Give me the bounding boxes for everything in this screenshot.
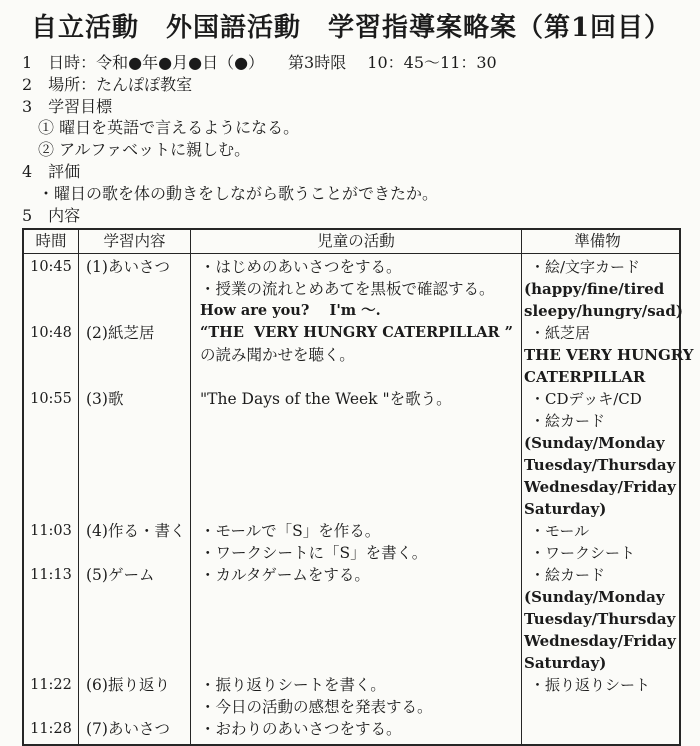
content-cell <box>79 542 190 564</box>
materials-cell: Tuesday/Thursday <box>524 610 676 629</box>
time-cell: 10:45 <box>30 259 72 276</box>
materials-column <box>521 254 694 744</box>
activity-cell <box>191 608 521 630</box>
materials-cell: ・振り返りシート <box>530 676 651 695</box>
time-cell: 10:48 <box>30 325 72 342</box>
meta-line: 4 評価 <box>22 161 81 181</box>
content-cell: (3)歌 <box>86 390 124 409</box>
materials-cell: (happy/fine/tired <box>524 280 665 299</box>
time-cell <box>24 454 78 476</box>
content-cell <box>79 454 190 476</box>
content-cell: (5)ゲーム <box>86 566 155 585</box>
content-cell <box>79 586 190 608</box>
materials-cell: sleepy/hungry/sad) <box>524 302 683 321</box>
materials-cell: ・絵カード <box>530 566 606 585</box>
time-cell <box>24 630 78 652</box>
materials-cell: Wednesday/Friday <box>524 478 676 497</box>
meta-section <box>22 52 680 226</box>
materials-cell: Saturday) <box>524 654 607 673</box>
activity-cell <box>191 366 521 388</box>
content-cell <box>79 432 190 454</box>
activity-cell <box>191 432 521 454</box>
meta-line: ② アルファベットに親しむ。 <box>38 140 251 160</box>
activity-cell <box>191 498 521 520</box>
activity-cell: How are you? I'm ～. <box>200 302 381 320</box>
content-cell <box>79 476 190 498</box>
time-cell <box>24 652 78 674</box>
meta-line: 5 内容 <box>22 205 81 225</box>
activity-column <box>190 254 521 744</box>
time-cell: 11:28 <box>30 721 72 738</box>
col-header-content: 学習内容 <box>78 230 190 253</box>
time-cell: 11:13 <box>30 567 72 584</box>
content-cell: (7)あいさつ <box>86 720 170 739</box>
materials-cell: ・絵カード <box>530 412 606 431</box>
activity-cell: “THE VERY HUNGRY CATERPILLAR ” <box>200 324 513 342</box>
content-cell <box>79 630 190 652</box>
materials-cell <box>522 696 673 718</box>
activity-cell <box>191 454 521 476</box>
content-cell <box>79 344 190 366</box>
time-cell <box>24 608 78 630</box>
activity-cell <box>191 410 521 432</box>
content-cell: (1)あいさつ <box>86 258 170 277</box>
content-cell <box>79 608 190 630</box>
activity-cell <box>191 630 521 652</box>
activity-cell <box>191 476 521 498</box>
content-cell <box>79 652 190 674</box>
materials-cell: Saturday) <box>524 500 607 519</box>
meta-line: 2 場所：たんぽぽ教室 <box>22 74 193 94</box>
time-cell <box>24 476 78 498</box>
time-cell: 10:55 <box>30 391 72 408</box>
content-cell: (2)紙芝居 <box>86 324 155 343</box>
time-cell: 11:03 <box>30 523 72 540</box>
materials-cell: ・モール <box>530 522 590 541</box>
time-cell <box>24 696 78 718</box>
content-cell: (6)振り返り <box>86 676 170 695</box>
time-cell <box>24 542 78 564</box>
materials-cell: Tuesday/Thursday <box>524 456 676 475</box>
content-cell <box>79 498 190 520</box>
content-cell <box>79 366 190 388</box>
time-cell <box>24 498 78 520</box>
time-cell <box>24 278 78 300</box>
materials-cell <box>522 718 673 740</box>
lesson-schedule-table <box>22 228 694 746</box>
materials-cell: Wednesday/Friday <box>524 632 676 651</box>
meta-line: ・曜日の歌を体の動きをしながら歌うことができたか。 <box>38 183 439 203</box>
time-cell <box>24 432 78 454</box>
table-header-row <box>24 230 679 254</box>
time-cell <box>24 366 78 388</box>
content-cell <box>79 278 190 300</box>
activity-cell: ・モールで「S」を作る。 <box>200 522 381 541</box>
activity-cell: "The Days of the Week "を歌う。 <box>200 390 452 409</box>
time-cell <box>24 344 78 366</box>
content-cell <box>79 410 190 432</box>
meta-line: ① 曜日を英語で言えるようになる。 <box>38 118 300 138</box>
document-title: 自立活動 外国語活動 学習指導案略案（第1回目） <box>30 13 672 43</box>
activity-cell: ・今日の活動の感想を発表する。 <box>200 698 433 717</box>
time-column <box>24 254 78 744</box>
time-cell <box>24 410 78 432</box>
activity-cell: ・おわりのあいさつをする。 <box>200 720 402 739</box>
materials-cell: ・CDデッキ/CD <box>530 390 642 409</box>
content-cell: (4)作る・書く <box>86 522 186 541</box>
activity-cell: ・振り返りシートを書く。 <box>200 676 386 695</box>
activity-cell <box>191 586 521 608</box>
activity-cell: ・授業の流れとめあてを黒板で確認する。 <box>200 280 495 299</box>
materials-cell: ・紙芝居 <box>530 324 591 343</box>
col-header-activity: 児童の活動 <box>190 230 521 253</box>
meta-line: 1 日時：令和●年●月●日（●） 第3時限 10：45～11：30 <box>22 53 497 72</box>
col-header-time: 時間 <box>35 232 67 251</box>
table-body <box>24 254 694 744</box>
materials-cell: (Sunday/Monday <box>524 588 665 607</box>
activity-cell <box>191 652 521 674</box>
activity-cell: ・カルタゲームをする。 <box>200 566 370 585</box>
activity-cell: ・はじめのあいさつをする。 <box>200 258 402 277</box>
activity-cell: の読み聞かせを聴く。 <box>200 346 355 365</box>
materials-cell: CATERPILLAR <box>524 368 646 387</box>
time-cell <box>24 300 78 322</box>
materials-cell: ・ワークシート <box>530 544 636 563</box>
materials-cell: (Sunday/Monday <box>524 434 665 453</box>
col-header-materials: 準備物 <box>521 230 673 253</box>
content-cell <box>79 696 190 718</box>
materials-cell: ・絵/文字カード <box>530 258 641 277</box>
content-cell <box>79 300 190 322</box>
time-cell <box>24 586 78 608</box>
time-cell: 11:22 <box>30 677 72 694</box>
materials-cell: THE VERY HUNGRY <box>524 346 694 365</box>
meta-line: 3 学習目標 <box>22 96 113 116</box>
content-column <box>78 254 190 744</box>
activity-cell: ・ワークシートに「S」を書く。 <box>200 544 428 563</box>
